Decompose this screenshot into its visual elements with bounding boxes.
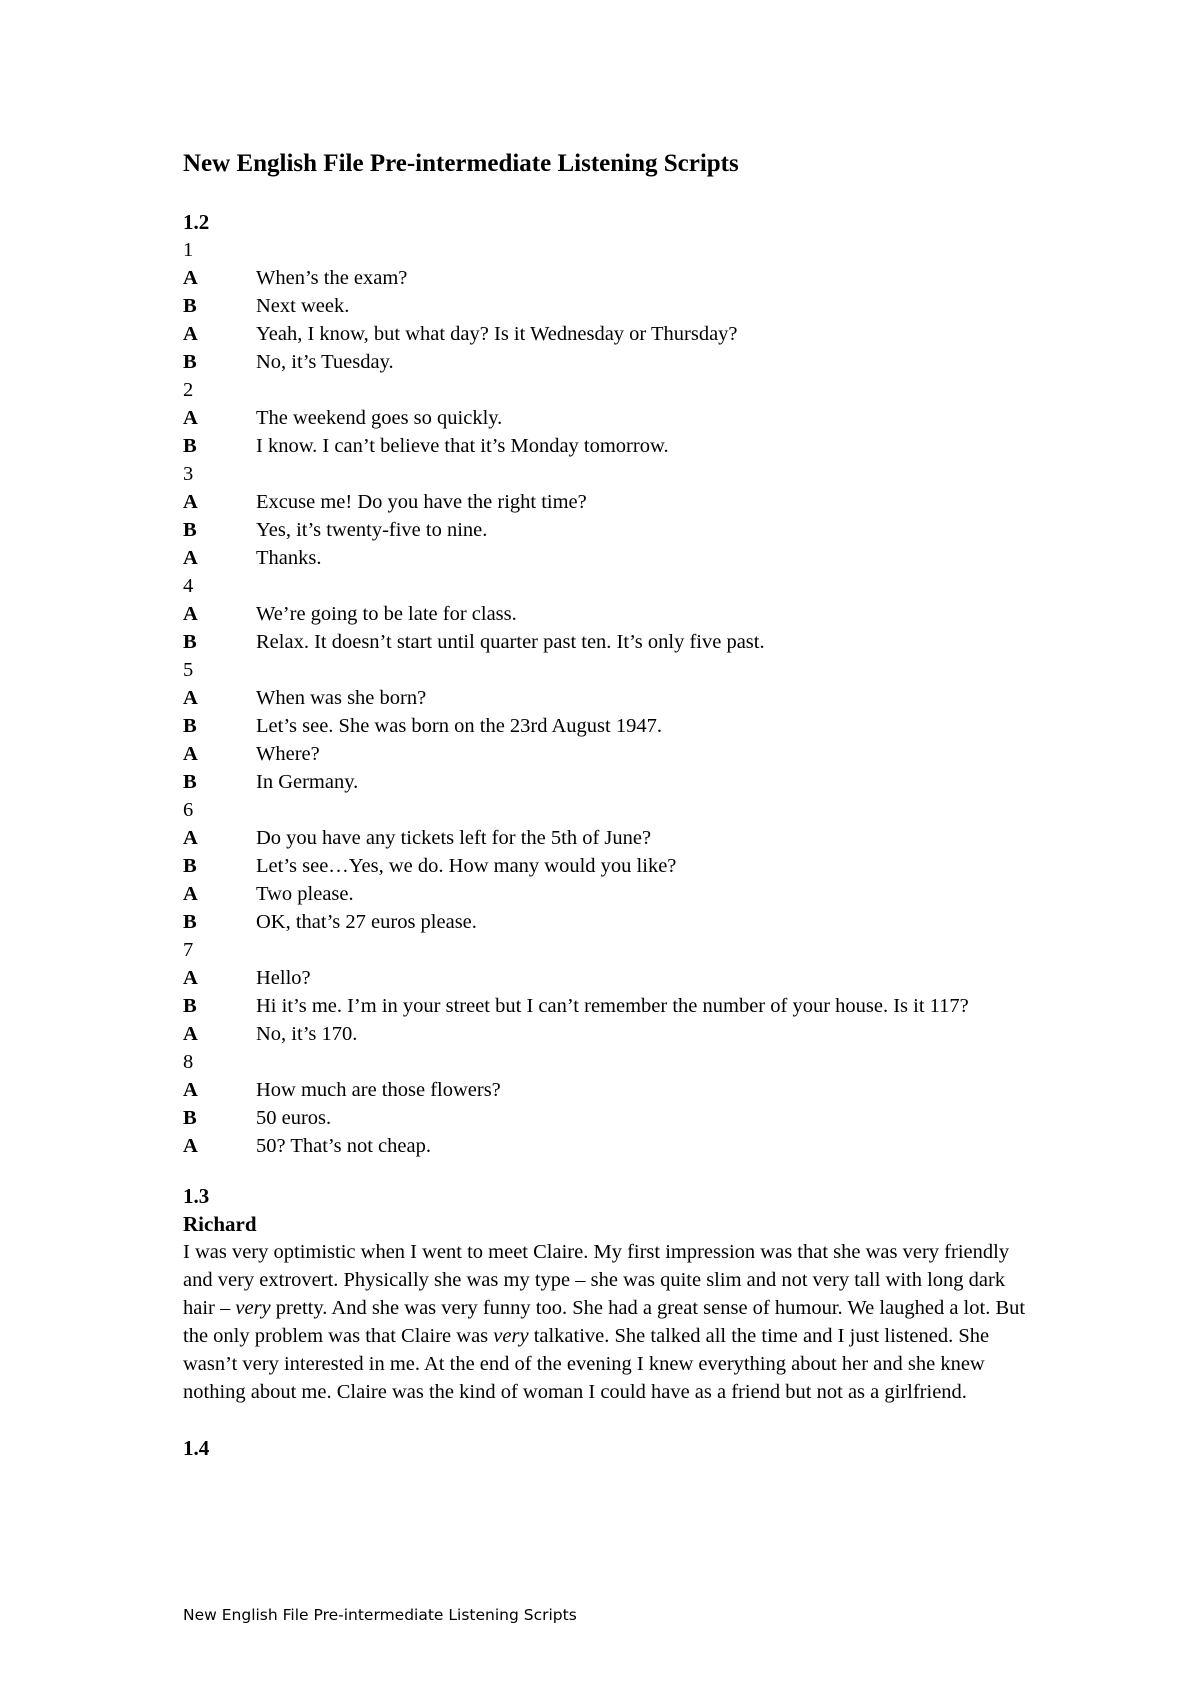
dialogue-number: 6 bbox=[183, 799, 194, 821]
speaker-label: A bbox=[183, 1135, 198, 1157]
dialogue-line bbox=[183, 516, 1043, 544]
dialogue-number: 1 bbox=[183, 239, 194, 261]
speaker-label: A bbox=[183, 603, 198, 625]
speaker-label: B bbox=[183, 855, 197, 877]
utterance-text: When’s the exam? bbox=[256, 267, 408, 289]
page-footer: New English File Pre-intermediate Listening Scripts bbox=[183, 1606, 577, 1624]
speaker-label: A bbox=[183, 491, 198, 513]
dialogue-line bbox=[183, 1020, 1043, 1048]
dialogue-line bbox=[183, 1076, 1043, 1104]
speaker-label: B bbox=[183, 295, 197, 317]
dialogue-number: 4 bbox=[183, 575, 194, 597]
dialogue-line bbox=[183, 600, 1043, 628]
dialogue-line bbox=[183, 908, 1043, 936]
dialogue-line bbox=[183, 824, 1043, 852]
document-title: New English File Pre-intermediate Listening Scripts bbox=[183, 150, 739, 177]
utterance-text: Yeah, I know, but what day? Is it Wednesday or Thursday? bbox=[256, 323, 738, 345]
dialogue-line bbox=[183, 264, 1043, 292]
script-paragraph bbox=[183, 1238, 1033, 1406]
dialogue-number: 3 bbox=[183, 463, 194, 485]
utterance-text: OK, that’s 27 euros please. bbox=[256, 911, 477, 933]
speaker-label: B bbox=[183, 631, 197, 653]
section-number: 1.2 bbox=[183, 210, 210, 234]
dialogue-line bbox=[183, 768, 1043, 796]
speaker-label: B bbox=[183, 995, 197, 1017]
speaker-label: B bbox=[183, 351, 197, 373]
dialogue-line bbox=[183, 432, 1043, 460]
speaker-label: B bbox=[183, 911, 197, 933]
dialogue-line bbox=[183, 1104, 1043, 1132]
dialogue-line bbox=[183, 684, 1043, 712]
utterance-text: How much are those flowers? bbox=[256, 1079, 501, 1101]
speaker-label: A bbox=[183, 967, 198, 989]
utterance-text: 50 euros. bbox=[256, 1107, 332, 1129]
utterance-text: The weekend goes so quickly. bbox=[256, 407, 503, 429]
utterance-text: Hello? bbox=[256, 967, 311, 989]
dialogue-number: 5 bbox=[183, 659, 194, 681]
utterance-text: When was she born? bbox=[256, 687, 427, 709]
dialogue-number: 7 bbox=[183, 939, 194, 961]
utterance-text: No, it’s Tuesday. bbox=[256, 351, 394, 373]
paragraph-text: I was very optimistic when I went to meet Claire. My first impression was that she was very friendly and very extrovert. Physically she was my type – she was quite slim and not very tall with long dark hair – bbox=[183, 1241, 1010, 1319]
utterance-text: Where? bbox=[256, 743, 320, 765]
utterance-text: Do you have any tickets left for the 5th of June? bbox=[256, 827, 652, 849]
dialogue-line bbox=[183, 292, 1043, 320]
dialogue-line bbox=[183, 348, 1043, 376]
utterance-text: Thanks. bbox=[256, 547, 322, 569]
dialogue-line bbox=[183, 628, 1043, 656]
paragraph-text: talkative. She talked all the time and I just listened. She wasn’t very interested in me. At the end of the evening I knew everything about her and she knew nothing about me. Claire was the kind of woman I could have as a friend but not as a girlfriend. bbox=[183, 1325, 990, 1403]
utterance-text: 50? That’s not cheap. bbox=[256, 1135, 431, 1157]
utterance-text: Relax. It doesn’t start until quarter past ten. It’s only five past. bbox=[256, 631, 765, 653]
speaker-label: A bbox=[183, 267, 198, 289]
utterance-text: Let’s see. She was born on the 23rd August 1947. bbox=[256, 715, 662, 737]
speaker-label: B bbox=[183, 435, 197, 457]
speaker-label: B bbox=[183, 771, 197, 793]
dialogue-line bbox=[183, 992, 1043, 1020]
dialogue-line bbox=[183, 740, 1043, 768]
dialogue-line bbox=[183, 544, 1043, 572]
utterance-text: Next week. bbox=[256, 295, 350, 317]
section-1-2 bbox=[183, 208, 1043, 1160]
utterance-text: Yes, it’s twenty-five to nine. bbox=[256, 519, 488, 541]
emphasis-text: very bbox=[493, 1325, 529, 1347]
dialogue-line bbox=[183, 880, 1043, 908]
utterance-text: In Germany. bbox=[256, 771, 359, 793]
section-1-3 bbox=[183, 1182, 1043, 1406]
utterance-text: I know. I can’t believe that it’s Monday tomorrow. bbox=[256, 435, 669, 457]
speaker-label: A bbox=[183, 883, 198, 905]
dialogue-line bbox=[183, 488, 1043, 516]
speaker-label: A bbox=[183, 407, 198, 429]
speaker-label: A bbox=[183, 323, 198, 345]
dialogue-line bbox=[183, 712, 1043, 740]
paragraph-text: pretty. And she was very funny too. She had a great sense of humour. We laughed a lot. But the only problem was that Claire was bbox=[183, 1297, 1026, 1347]
speaker-label: A bbox=[183, 743, 198, 765]
speaker-label: A bbox=[183, 687, 198, 709]
speaker-label: A bbox=[183, 1023, 198, 1045]
dialogue-line bbox=[183, 1132, 1043, 1160]
utterance-text: Let’s see…Yes, we do. How many would you like? bbox=[256, 855, 677, 877]
dialogue-number: 8 bbox=[183, 1051, 194, 1073]
speaker-label: A bbox=[183, 547, 198, 569]
speaker-label: A bbox=[183, 1079, 198, 1101]
speaker-label: B bbox=[183, 1107, 197, 1129]
dialogue-line bbox=[183, 320, 1043, 348]
dialogue-line bbox=[183, 404, 1043, 432]
section-1-4 bbox=[183, 1434, 1043, 1462]
utterance-text: We’re going to be late for class. bbox=[256, 603, 517, 625]
section-number: 1.4 bbox=[183, 1436, 210, 1460]
dialogue-line bbox=[183, 852, 1043, 880]
dialogue-line bbox=[183, 964, 1043, 992]
speaker-name: Richard bbox=[183, 1212, 257, 1236]
dialogue-number: 2 bbox=[183, 379, 194, 401]
emphasis-text: very bbox=[235, 1297, 271, 1319]
speaker-label: B bbox=[183, 715, 197, 737]
utterance-text: Two please. bbox=[256, 883, 354, 905]
dialogue-list bbox=[183, 236, 1043, 1160]
speaker-label: B bbox=[183, 519, 197, 541]
document-page bbox=[183, 148, 1043, 1476]
utterance-text: No, it’s 170. bbox=[256, 1023, 358, 1045]
utterance-text: Excuse me! Do you have the right time? bbox=[256, 491, 587, 513]
section-number: 1.3 bbox=[183, 1184, 210, 1208]
utterance-text: Hi it’s me. I’m in your street but I can’t remember the number of your house. Is it 117? bbox=[256, 995, 969, 1017]
speaker-label: A bbox=[183, 827, 198, 849]
